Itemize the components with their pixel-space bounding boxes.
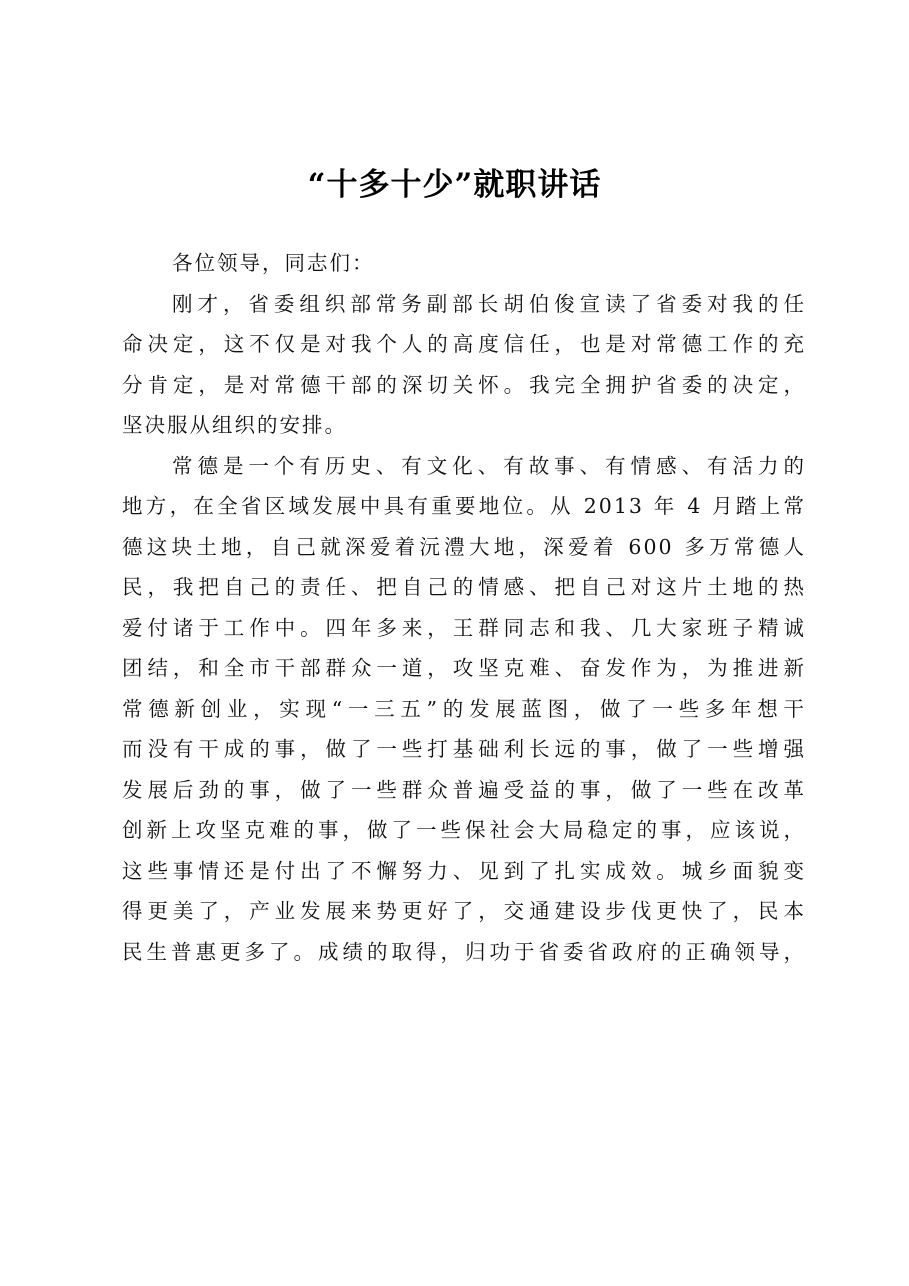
salutation: 各位领导，同志们：	[172, 251, 375, 275]
paragraph-1	[122, 284, 806, 446]
paragraph-line: 创新上攻坚克难的事，做了一些保社会大局稳定的事，应该说，	[122, 818, 806, 842]
paragraph-line: 这些事情还是付出了不懈努力、见到了扎实成效。城乡面貌变	[122, 858, 806, 883]
paragraph-line: 得更美了，产业发展来势更好了，交通建设步伐更快了，民本	[122, 899, 806, 923]
document-body	[122, 243, 806, 972]
paragraph-line: 命决定，这不仅是对我个人的高度信任，也是对常德工作的充	[122, 332, 806, 356]
paragraph-line: 民生普惠更多了。成绩的取得，归功于省委省政府的正确领导，	[122, 939, 806, 964]
paragraph-line: 德这块土地，自己就深爱着沅澧大地，深爱着 600 多万常德人	[122, 534, 806, 559]
paragraph-line: 爱付诸于工作中。四年多来，王群同志和我、几大家班子精诚	[122, 615, 806, 640]
paragraph-line: 分肯定，是对常德干部的深切关怀。我完全拥护省委的决定，	[122, 372, 806, 397]
paragraph-2	[122, 446, 806, 973]
paragraph-line: 团结，和全市干部群众一道，攻坚克难、奋发作为，为推进新	[122, 656, 806, 680]
paragraph-line: 常德新创业，实现“一三五”的发展蓝图，做了一些多年想干	[122, 696, 806, 721]
paragraph-line: 民，我把自己的责任、把自己的情感、把自己对这片土地的热	[122, 575, 806, 599]
paragraph-line: 坚决服从组织的安排。	[122, 413, 347, 437]
paragraph-line: 而没有干成的事，做了一些打基础利长远的事，做了一些增强	[122, 737, 806, 761]
paragraph-line: 刚才，省委组织部常务副部长胡伯俊宣读了省委对我的任	[172, 291, 806, 316]
document-title: “十多十少”就职讲话	[307, 167, 602, 203]
paragraph-line: 发展后劲的事，做了一些群众普遍受益的事，做了一些在改革	[122, 777, 806, 802]
paragraph-line: 地方，在全省区域发展中具有重要地位。从 2013 年 4 月踏上常	[122, 494, 806, 518]
paragraph-line: 常德是一个有历史、有文化、有故事、有情感、有活力的	[172, 453, 806, 478]
